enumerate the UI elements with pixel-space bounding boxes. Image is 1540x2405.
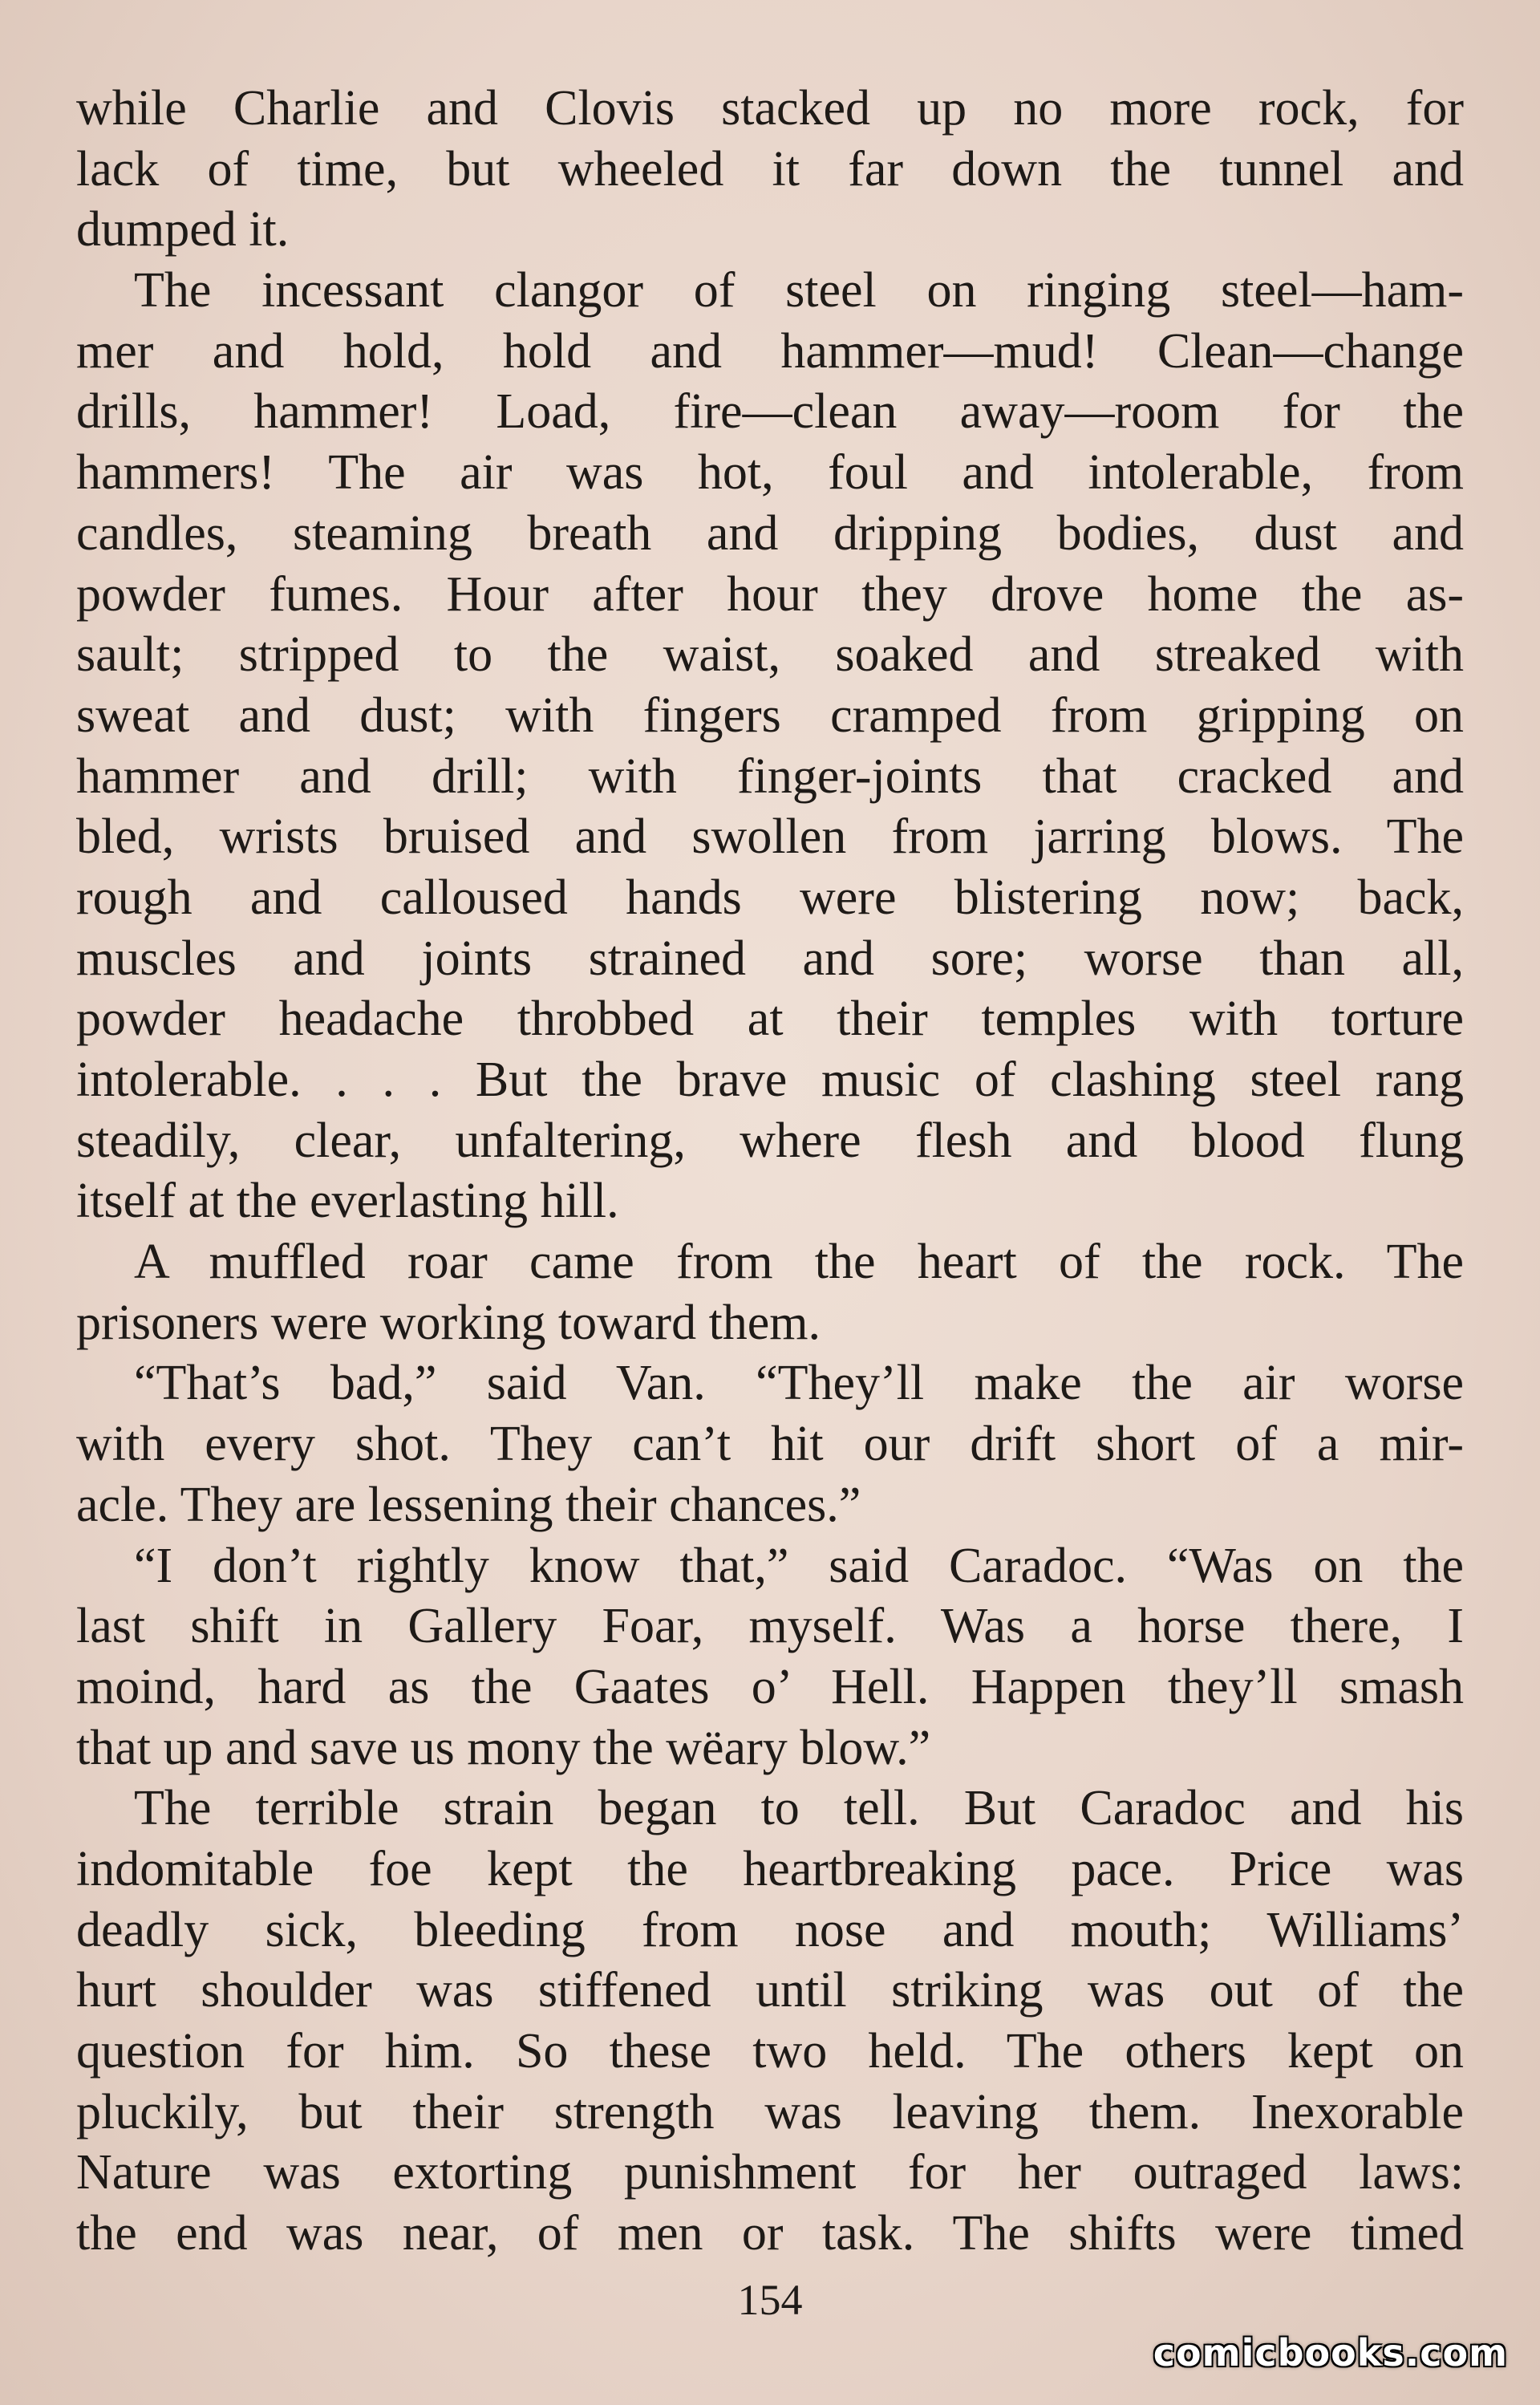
text-line: bled, wrists bruised and swollen from jarring blows. The [76, 809, 1464, 865]
text-line: the end was near, of men or task. The shifts were timed [76, 2206, 1464, 2261]
text-line: that up and save us mony the wëary blow.” [76, 1720, 931, 1775]
site-watermark: comicbooks.com [1153, 2331, 1508, 2375]
text-line: candles, steaming breath and dripping bodies, dust and [76, 505, 1464, 561]
text-line: lack of time, but wheeled it far down the tunnel and [76, 141, 1464, 197]
text-line: drills, hammer! Load, fire—clean away—room for the [76, 384, 1464, 440]
book-page-text [76, 79, 1464, 2265]
text-line: A muffled roar came from the heart of the rock. The [134, 1235, 1464, 1290]
text-line: Nature was extorting punishment for her outraged laws: [76, 2145, 1464, 2200]
text-line: The incessant clangor of steel on ringing steel—ham- [134, 263, 1464, 318]
text-line: deadly sick, bleeding from nose and mouth; Williams’ [76, 1902, 1464, 1957]
text-line: rough and calloused hands were blistering now; back, [76, 870, 1464, 925]
text-line: with every shot. They can’t hit our drift short of a mir- [76, 1417, 1464, 1472]
text-line: prisoners were working toward them. [76, 1295, 821, 1350]
text-line: dumped it. [76, 202, 290, 258]
text-line: acle. They are lessening their chances.” [76, 1477, 861, 1532]
text-line: hurt shoulder was stiffened until striking was out of the [76, 1963, 1464, 2018]
text-line: intolerable. . . . But the brave music of clashing steel rang [76, 1052, 1464, 1107]
text-line: The terrible strain began to tell. But Caradoc and his [134, 1781, 1464, 1836]
text-line: sault; stripped to the waist, soaked and streaked with [76, 627, 1464, 683]
text-line: hammers! The air was hot, foul and intolerable, from [76, 445, 1464, 501]
text-line: “I don’t rightly know that,” said Caradoc. “Was on the [134, 1538, 1464, 1593]
text-line: sweat and dust; with fingers cramped from gripping on [76, 687, 1464, 743]
text-line: muscles and joints strained and sore; worse than all, [76, 931, 1464, 986]
text-line: moind, hard as the Gaates o’ Hell. Happen they’ll smash [76, 1659, 1464, 1714]
text-line: powder fumes. Hour after hour they drove home the as- [76, 566, 1464, 622]
text-line: itself at the everlasting hill. [76, 1174, 619, 1229]
text-line: question for him. So these two held. The others kept on [76, 2024, 1464, 2079]
text-line: last shift in Gallery Foar, myself. Was a horse there, I [76, 1599, 1464, 1654]
text-line: pluckily, but their strength was leaving them. Inexorable [76, 2084, 1464, 2139]
text-line: while Charlie and Clovis stacked up no more rock, for [76, 81, 1464, 136]
page-number: 154 [737, 2276, 803, 2324]
text-line: hammer and drill; with finger-joints that cracked and [76, 748, 1464, 804]
text-line: mer and hold, hold and hammer—mud! Clean—change [76, 323, 1464, 379]
text-line: “That’s bad,” said Van. “They’ll make the air worse [134, 1356, 1464, 1411]
text-line: indomitable foe kept the heartbreaking pace. Price was [76, 1841, 1464, 1896]
text-line: steadily, clear, unfaltering, where flesh and blood flung [76, 1113, 1464, 1168]
text-line: powder headache throbbed at their temples with torture [76, 992, 1464, 1047]
